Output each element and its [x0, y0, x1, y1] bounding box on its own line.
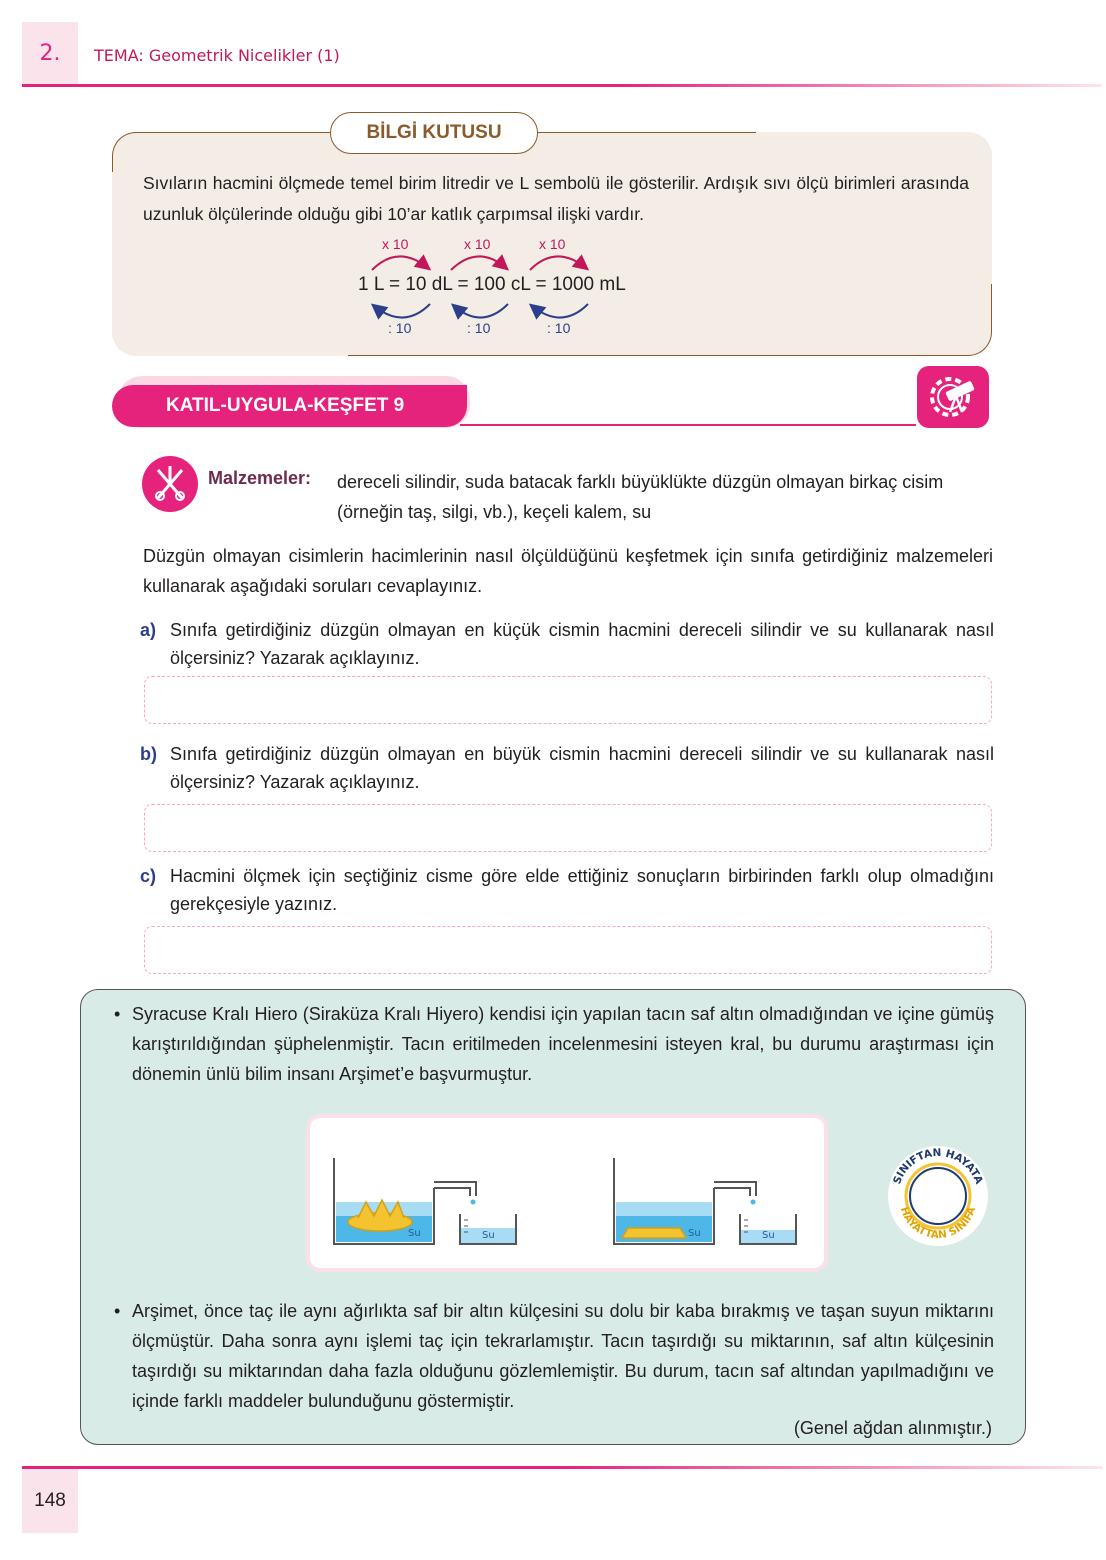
answer-box-a[interactable]: [144, 676, 992, 724]
water-label: Su: [688, 1228, 701, 1239]
story-text: Arşimet, önce taç ile aynı ağırlıkta saf bir altın külçesini su dolu bir kaba bırakmış ve taşan suyun miktarını ölçmüştür. Daha sonra aynı işlemi taç için tekrarlamıştır. Tacın taşırdığı su miktarının, saf altın külçesinin taşırdığı su miktarından daha fazla olduğunu gözlemlemiştir. Bu durum, tacın saf altından yapılmadığını ve içinde farklı maddeler bulunduğunu göstermiştir.: [132, 1301, 994, 1411]
bullet: •: [114, 1301, 121, 1321]
activity-intro: Düzgün olmayan cisimlerin hacimlerinin nasıl ölçüldüğünü keşfetmek için sınıfa getirdiğiniz malzemeleri kullanarak aşağıdaki soruları cevaplayınız.: [143, 546, 993, 596]
badge-bottom-text: HAYATTAN SINIFA: [897, 1205, 979, 1242]
materials-text: dereceli silindir, suda batacak farklı büyüklükte düzgün olmayan birkaç cisim (örneğin taş, silgi, vb.), keçeli kalem, su: [337, 472, 944, 522]
conversion-arrows: [0, 0, 1106, 360]
question-c: [140, 862, 994, 918]
page-number: 148: [22, 1469, 78, 1533]
tools-icon: [142, 456, 198, 512]
chapter-number: 2.: [22, 22, 78, 84]
theme-title: TEMA: Geometrik Nicelikler (1): [94, 46, 340, 65]
unit-conversion-formula: 1 L = 10 dL = 100 cL = 1000 mL: [358, 274, 626, 295]
answer-box-c[interactable]: [144, 926, 992, 974]
question-text: Sınıfa getirdiğiniz düzgün olmayan en büyük cismin hacmini dereceli silindir ve su kullanarak nasıl ölçersiniz? Yazarak açıklayınız.: [170, 744, 994, 792]
question-label: c): [140, 866, 157, 886]
materials-label: Malzemeler:: [208, 468, 312, 488]
question-text: Sınıfa getirdiğiniz düzgün olmayan en küçük cismin hacmini dereceli silindir ve su kullanarak nasıl ölçersiniz? Yazarak açıklayınız.: [170, 620, 994, 668]
multiply-label: x 10: [382, 236, 409, 252]
info-box-title: BİLGİ KUTUSU: [330, 112, 538, 154]
question-text: Hacmini ölçmek için seçtiğiniz cisme göre elde ettiğiniz sonuçların birbirinden farklı olup olmadığını gerekçesiyle yazınız.: [170, 866, 994, 914]
question-label: b): [140, 744, 157, 764]
water-label: Su: [762, 1230, 775, 1241]
divide-label: : 10: [467, 320, 491, 336]
water-label: Su: [408, 1228, 421, 1239]
story-paragraph-1: [114, 999, 994, 1089]
multiply-label: x 10: [539, 236, 566, 252]
archimedes-illustration: [306, 1114, 828, 1272]
telescope-gear-icon: [917, 366, 989, 428]
source-note: (Genel ağdan alınmıştır.): [793, 1418, 992, 1438]
story-text: Syracuse Kralı Hiero (Siraküza Kralı Hiyero) kendisi için yapılan tacın saf altın olmadığından ve içine gümüş karıştırıldığından şüphelenmiştir. Tacın eritilmeden incelenmesini isteyen kral, bu durumu araştırması için dönemin ünlü bilim insanı Arşimet’e başvurmuştur.: [132, 1004, 994, 1084]
answer-box-b[interactable]: [144, 804, 992, 852]
water-label: Su: [482, 1230, 495, 1241]
classroom-to-life-badge: [886, 1144, 990, 1248]
info-box-text: Sıvıların hacmini ölçmede temel birim litredir ve L sembolü ile gösterilir. Ardışık sıvı ölçü birimleri arasında uzunluk ölçülerinde olduğu gibi 10’ar katlık çarpımsal ilişki vardır.: [143, 173, 969, 224]
question-a: [140, 616, 994, 672]
bullet: •: [114, 1004, 121, 1024]
section-title: KATIL-UYGULA-KEŞFET 9: [112, 385, 467, 427]
question-b: [140, 740, 994, 796]
section-underline: [460, 424, 916, 426]
footer-divider: [22, 1466, 1102, 1469]
badge-top-text: SINIFTAN HAYATA: [891, 1146, 985, 1186]
divide-label: : 10: [388, 320, 412, 336]
divide-label: : 10: [547, 320, 571, 336]
question-label: a): [140, 620, 157, 640]
multiply-label: x 10: [464, 236, 491, 252]
story-paragraph-2: [114, 1296, 994, 1416]
